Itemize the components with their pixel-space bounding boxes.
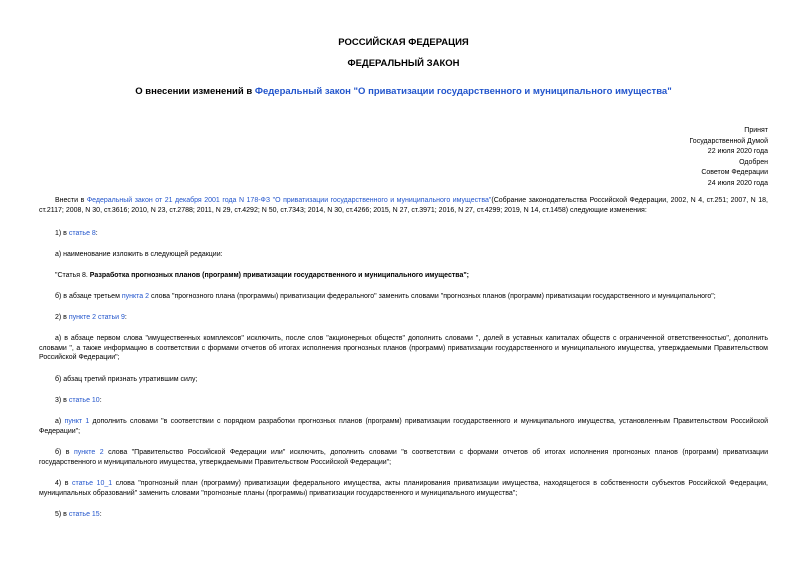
p1-colon: :: [95, 230, 98, 237]
p8-colon: :: [99, 397, 102, 404]
paragraph-2: а) наименование изложить в следующей редакции:: [55, 251, 223, 258]
paragraph-1: [39, 229, 768, 239]
p5-text: 2) в: [55, 314, 69, 321]
intro-law-link[interactable]: Федеральный закон от 21 декабря 2001 года N 178-ФЗ "О приватизации государственного и муниципального имущества": [86, 197, 492, 204]
article-9-link[interactable]: пункте 2 статьи 9: [68, 314, 125, 321]
paragraph-11: [39, 479, 768, 498]
p10-text-rest: слова "Правительство Российской Федерации или" исключить, дополнить словами "в соответствии с формами отчетов об итогах исполнения прогнозных планов (программ) приватизации государственного и муниципального имущества, утверждаемыми Правительством Российской Федерации";: [39, 449, 769, 466]
adoption-line: Принят: [744, 127, 768, 134]
paragraph-10: [39, 448, 768, 467]
law-title-link[interactable]: Федеральный закон "О приватизации государственного и муниципального имущества": [254, 86, 672, 97]
p9-text-rest: дополнить словами "в соответствии с порядком разработки прогнозных планов (программ) приватизации государственного и муниципального имущества, установленным Правительством Российской Федерации";: [39, 418, 769, 435]
adoption-line: 22 июля 2020 года: [707, 148, 768, 155]
adoption-line: Одобрен: [739, 158, 768, 166]
p11-text-rest: слова "прогнозный план (программу) приватизации федерального имущества, акты планирования приватизации имущества, находящегося в собственности субъектов Российской Федерации, муниципальных образований" заменить словами "прогнозные планы (программы) приватизации государственного и муниципального имущества";: [39, 480, 768, 497]
p1-text: 1) в: [55, 230, 69, 237]
p10-text: б) в: [55, 449, 74, 456]
article-15-link[interactable]: статье 15: [68, 511, 100, 518]
intro-paragraph: [39, 196, 768, 215]
point-1-link[interactable]: пункт 1: [64, 418, 90, 425]
p12-colon: :: [99, 511, 102, 518]
p3-article-title: Разработка прогнозных планов (программ) приватизации государственного и муниципального имущества";: [89, 272, 470, 279]
p5-colon: :: [124, 314, 127, 321]
p11-text: 4) в: [55, 480, 72, 487]
adoption-line: 24 июля 2020 года: [707, 179, 768, 187]
adoption-block: [689, 126, 768, 189]
law-title-prefix: О внесении изменений в: [135, 86, 255, 97]
article-8-link[interactable]: статье 8: [68, 230, 96, 237]
paragraph-3: [39, 271, 768, 281]
country-heading: РОССИЙСКАЯ ФЕДЕРАЦИЯ: [338, 37, 469, 48]
intro-text: Внести в: [55, 197, 87, 204]
p9-text: а): [55, 418, 65, 425]
point-2-link[interactable]: пункта 2: [121, 293, 149, 300]
article-10-1-link[interactable]: статье 10_1: [71, 480, 113, 487]
p12-text: 5) в: [55, 511, 69, 518]
paragraph-12: [39, 510, 768, 520]
p3-prefix: "Статья 8.: [55, 272, 90, 279]
point-2-article-10-link[interactable]: пункте 2: [73, 449, 104, 456]
adoption-line: Советом Федерации: [701, 169, 768, 176]
intro-text-rest: (Собрание законодательства Российской Федерации, 2002, N 4, ст.251; 2007, N 18, ст.2117; 2008, N 30, ст.3616; 2010, N 23, ст.2788; 2011, N 29, ст.4292; N 50, ст.7343; 2014, N 30, ст.4266; 2015, N 27, ст.3971; 2016, N 27, ст.4299; 2019, N 14, ст.1458) следующие изменения:: [39, 197, 768, 214]
law-type-heading: ФЕДЕРАЛЬНЫЙ ЗАКОН: [347, 58, 460, 69]
paragraph-7: б) абзац третий признать утратившим силу;: [55, 376, 198, 383]
paragraph-9: [39, 417, 768, 436]
paragraph-6: а) в абзаце первом слова "имущественных комплексов" исключить, после слов "акционерных обществ" дополнить словами ", долей в уставных капиталах обществ с ограниченной ответственностью", дополнить словами ", а также информацию в соответствии с формами отчетов об итогах исполнения прогнозных планов (программ) приватизации государственного и муниципального имущества, утверждаемыми Правительством Российской Федерации";: [39, 335, 768, 361]
p4-text: б) в абзаце третьем: [55, 293, 122, 300]
p4-text-rest: слова "прогнозного плана (программы) приватизации федерального" заменить словами "прогнозных планов (программ) приватизации государственного и муниципального";: [149, 293, 716, 300]
adoption-line: Государственной Думой: [689, 137, 768, 145]
law-title: [0, 86, 807, 97]
p8-text: 3) в: [55, 397, 69, 404]
article-10-link[interactable]: статье 10: [68, 397, 100, 404]
paragraph-5: [39, 313, 768, 323]
paragraph-4: [39, 292, 768, 302]
paragraph-8: [39, 396, 768, 406]
